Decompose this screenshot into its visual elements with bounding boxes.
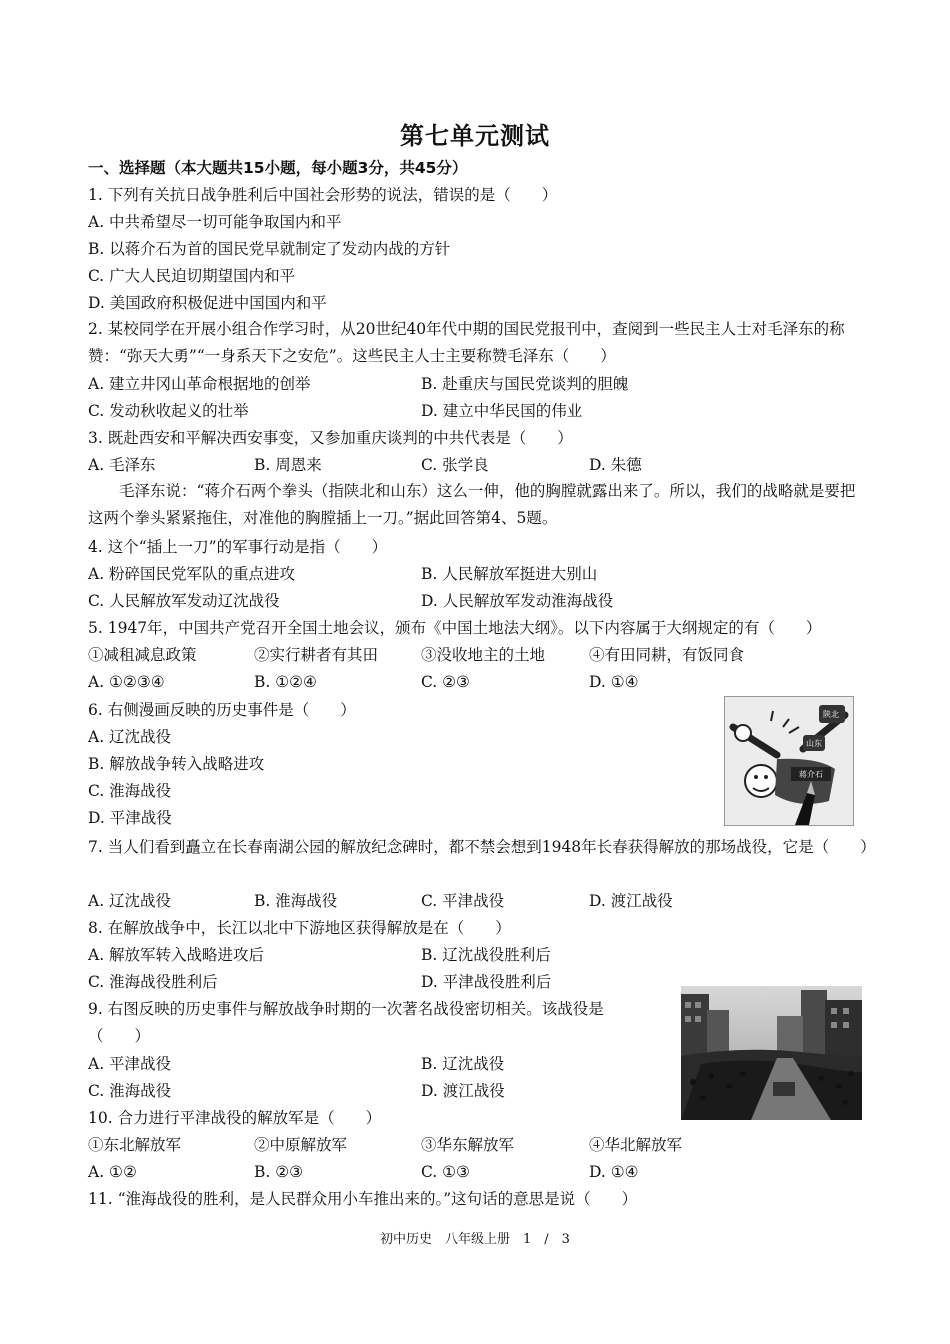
- reading-passage: 毛泽东说：“蒋介石两个拳头（指陕北和山东）这么一伸，他的胸膛就露出来了。所以，我们的战略就是要把这两个拳头紧紧拖住，对准他的胸膛插上一刀。”据此回答第4、5题。: [88, 482, 856, 527]
- question-7-option-b: B. 淮海战役: [254, 892, 338, 910]
- question-5-item-4: ④有田同耕，有饭同食: [589, 646, 745, 664]
- question-5-stem: 5. 1947年，中国共产党召开全国土地会议，颁布《中国土地法大纲》。以下内容属于大纲规定的有（ ）: [88, 619, 822, 637]
- question-9-option-a: A. 平津战役: [88, 1055, 172, 1073]
- question-4-option-a: A. 粉碎国民党军队的重点进攻: [88, 565, 296, 583]
- question-9-option-c: C. 淮海战役: [88, 1082, 172, 1100]
- question-1-option-c: C. 广大人民迫切期望国内和平: [88, 267, 296, 285]
- question-4-option-d: D. 人民解放军发动淮海战役: [421, 592, 614, 610]
- question-10-item-4: ④华北解放军: [589, 1136, 683, 1154]
- question-3-option-b: B. 周恩来: [254, 456, 322, 474]
- question-3-option-a: A. 毛泽东: [88, 456, 156, 474]
- question-3-stem: 3. 既赴西安和平解决西安事变，又参加重庆谈判的中共代表是（ ）: [88, 429, 573, 447]
- question-9-option-d: D. 渡江战役: [421, 1082, 505, 1100]
- question-2-option-b: B. 赴重庆与国民党谈判的胆魄: [421, 375, 629, 393]
- question-10-option-a: A. ①②: [88, 1163, 137, 1181]
- question-6-option-c: C. 淮海战役: [88, 782, 172, 800]
- question-7-stem: 7. 当人们看到矗立在长春南湖公园的解放纪念碑时，都不禁会想到1948年长春获得解放的那场战役，它是（ ）: [88, 838, 876, 856]
- cartoon-label-shandong: 山东: [806, 739, 822, 748]
- question-9-blank: （ ）: [88, 1027, 151, 1045]
- question-1-stem: 1. 下列有关抗日战争胜利后中国社会形势的说法，错误的是（ ）: [88, 186, 558, 204]
- question-5-option-d: D. ①④: [589, 673, 639, 691]
- page-footer: 初中历史 八年级上册 1 / 3: [380, 1232, 570, 1247]
- question-10-option-b: B. ②③: [254, 1163, 304, 1181]
- question-10-item-2: ②中原解放军: [254, 1136, 348, 1154]
- question-9-photo: [681, 986, 862, 1120]
- question-8-option-a: A. 解放军转入战略进攻后: [88, 946, 265, 964]
- question-2-option-a: A. 建立井冈山革命根据地的创举: [88, 375, 311, 393]
- question-8-option-d: D. 平津战役胜利后: [421, 973, 552, 991]
- question-7-option-c: C. 平津战役: [421, 892, 505, 910]
- cartoon-label-jiang: 蒋介石: [799, 770, 823, 779]
- question-5-item-1: ①减租减息政策: [88, 646, 197, 664]
- question-1-option-d: D. 美国政府积极促进中国国内和平: [88, 294, 327, 312]
- question-7-option-a: A. 辽沈战役: [88, 892, 172, 910]
- question-4-option-c: C. 人民解放军发动辽沈战役: [88, 592, 280, 610]
- question-11-stem: 11. “淮海战役的胜利，是人民群众用小车推出来的。”这句话的意思是说（ ）: [88, 1190, 638, 1208]
- question-4-option-b: B. 人民解放军挺进大别山: [421, 565, 598, 583]
- question-4-stem: 4. 这个“插上一刀”的军事行动是指（ ）: [88, 538, 388, 556]
- question-8-option-c: C. 淮海战役胜利后: [88, 973, 218, 991]
- question-9-option-b: B. 辽沈战役: [421, 1055, 505, 1073]
- question-6-option-d: D. 平津战役: [88, 809, 172, 827]
- question-3-option-c: C. 张学良: [421, 456, 489, 474]
- question-10-item-3: ③华东解放军: [421, 1136, 515, 1154]
- question-5-item-3: ③没收地主的土地: [421, 646, 546, 664]
- question-9-stem: 9. 右图反映的历史事件与解放战争时期的一次著名战役密切相关。该战役是: [88, 1000, 604, 1018]
- question-5-option-c: C. ②③: [421, 673, 470, 691]
- section-heading: 一、选择题（本大题共15小题，每小题3分，共45分）: [88, 159, 468, 177]
- question-3-option-d: D. 朱德: [589, 456, 642, 474]
- question-2-stem: 2. 某校同学在开展小组合作学习时，从20世纪40年代中期的国民党报刊中，查阅到一些民主人士对毛泽东的称赞：“弥天大勇”“一身系天下之安危”。这些民主人士主要称赞毛泽东（ ）: [88, 320, 845, 365]
- question-6-cartoon: [724, 696, 854, 826]
- question-10-item-1: ①东北解放军: [88, 1136, 182, 1154]
- question-10-option-c: C. ①③: [421, 1163, 470, 1181]
- question-8-option-b: B. 辽沈战役胜利后: [421, 946, 551, 964]
- question-1-option-b: B. 以蒋介石为首的国民党早就制定了发动内战的方针: [88, 240, 451, 258]
- question-2-option-d: D. 建立中华民国的伟业: [421, 402, 583, 420]
- cartoon-label-shanbei: 陕北: [823, 710, 839, 719]
- question-6-stem: 6. 右侧漫画反映的历史事件是（ ）: [88, 701, 356, 719]
- question-10-option-d: D. ①④: [589, 1163, 639, 1181]
- page-title: 第七单元测试: [400, 122, 550, 150]
- question-5-option-a: A. ①②③④: [88, 673, 165, 691]
- question-7-option-d: D. 渡江战役: [589, 892, 673, 910]
- question-6-option-b: B. 解放战争转入战略进攻: [88, 755, 265, 773]
- question-10-stem: 10. 合力进行平津战役的解放军是（ ）: [88, 1109, 382, 1127]
- question-5-option-b: B. ①②④: [254, 673, 317, 691]
- question-5-item-2: ②实行耕者有其田: [254, 646, 379, 664]
- question-1-option-a: A. 中共希望尽一切可能争取国内和平: [88, 213, 342, 231]
- question-6-option-a: A. 辽沈战役: [88, 728, 172, 746]
- question-8-stem: 8. 在解放战争中，长江以北中下游地区获得解放是在（ ）: [88, 919, 511, 937]
- question-2-option-c: C. 发动秋收起义的壮举: [88, 402, 249, 420]
